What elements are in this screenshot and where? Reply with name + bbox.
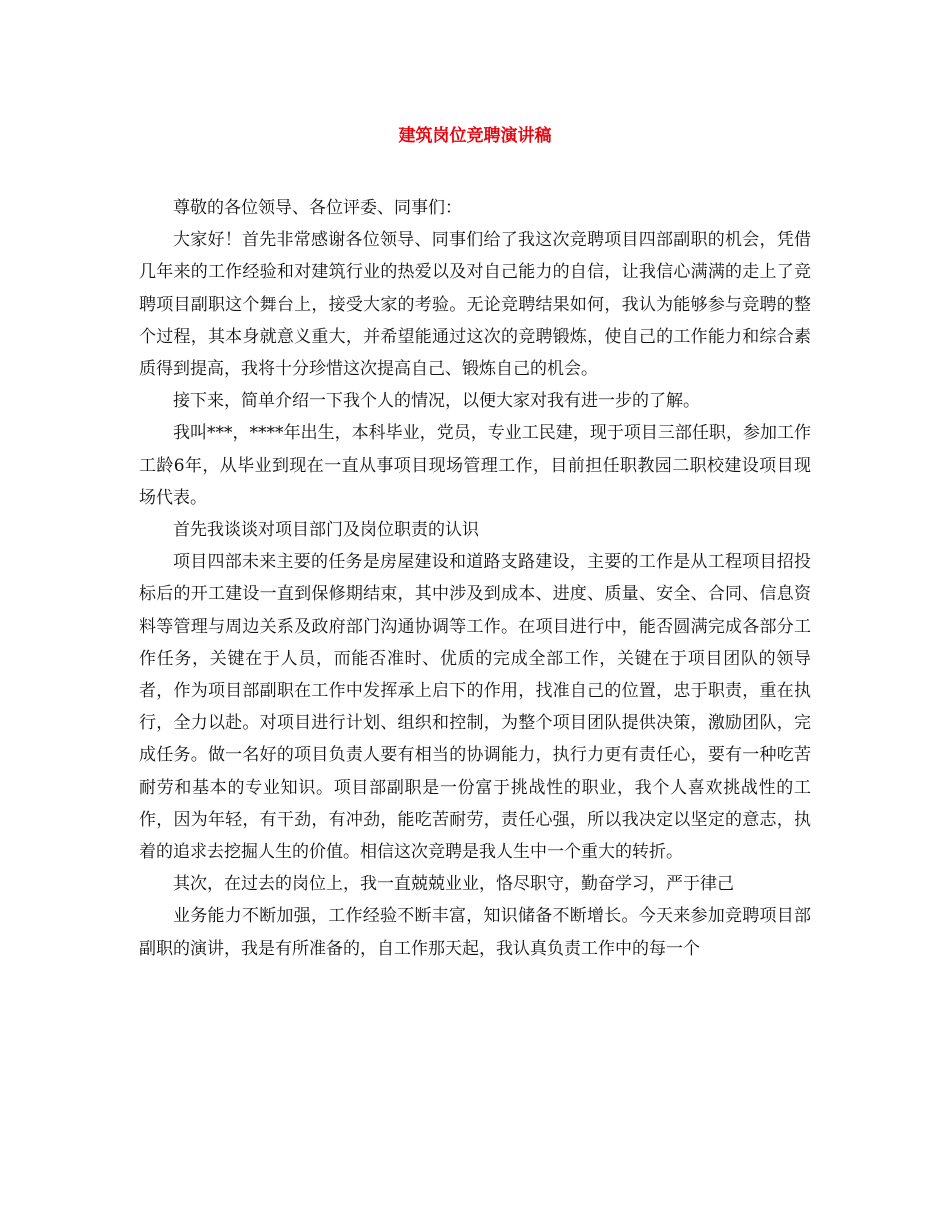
paragraph-personal-info: 我叫***，****年出生，本科毕业，党员，专业工民建，现于项目三部任职，参加工作工龄6年，从毕业到现在一直从事项目现场管理工作，目前担任职教园二职校建设项目现场代表。 <box>139 423 811 508</box>
paragraph-past-work: 其次，在过去的岗位上，我一直兢兢业业，恪尽职守，勤奋学习，严于律己 <box>173 874 734 895</box>
paragraph-responsibilities: 项目四部未来主要的任务是房屋建设和道路支路建设，主要的工作是从工程项目招投标后的开工建设一直到保修期结束，其中涉及到成本、进度、质量、安全、合同、信息资料等管理与周边关系及政府部门沟通协调等工作。在项目进行中，能否圆满完成各部分工作任务，关键在于人员，而能否准时、优质的完成全部工作，关键在于项目团队的领导者，作为项目部副职在工作中发挥承上启下的作用，找准自己的位置，忠于职责，重在执行，全力以赴。对项目进行计划、组织和控制，为整个项目团队提供决策，激励团队，完成任务。做一名好的项目负责人要有相当的协调能力，执行力更有责任心，要有一种吃苦耐劳和基本的专业知识。项目部副职是一份富于挑战性的职业，我个人喜欢挑战性的工作，因为年轻，有干劲，有冲劲，能吃苦耐劳，责任心强，所以我决定以坚定的意志，执着的追求去挖掘人生的价值。相信这次竞聘是我人生中一个重大的转折。 <box>139 552 811 863</box>
paragraph-salutation: 尊敬的各位领导、各位评委、同事们： <box>173 198 462 218</box>
paragraph-introduction-lead: 接下来，简单介绍一下我个人的情况，以便大家对我有进一步的了解。 <box>173 391 700 412</box>
paragraph-section-heading: 首先我谈谈对项目部门及岗位职责的认识 <box>173 520 479 541</box>
document-body <box>139 192 811 965</box>
document-title: 建筑岗位竞聘演讲稿 <box>398 126 552 146</box>
paragraph-preparation: 业务能力不断加强，工作经验不断丰富，知识储备不断增长。今天来参加竞聘项目部副职的演讲，我是有所准备的，自工作那天起，我认真负责工作中的每一个 <box>139 906 811 959</box>
paragraph-greeting: 大家好！首先非常感谢各位领导、同事们给了我这次竞聘项目四部副职的机会，凭借几年来的工作经验和对建筑行业的热爱以及对自己能力的自信，让我信心满满的走上了竞聘项目副职这个舞台上，接受大家的考验。无论竞聘结果如何，我认为能够参与竞聘的整个过程，其本身就意义重大，并希望能通过这次的竞聘锻炼，使自己的工作能力和综合素质得到提高，我将十分珍惜这次提高自己、锻炼自己的机会。 <box>139 230 811 380</box>
